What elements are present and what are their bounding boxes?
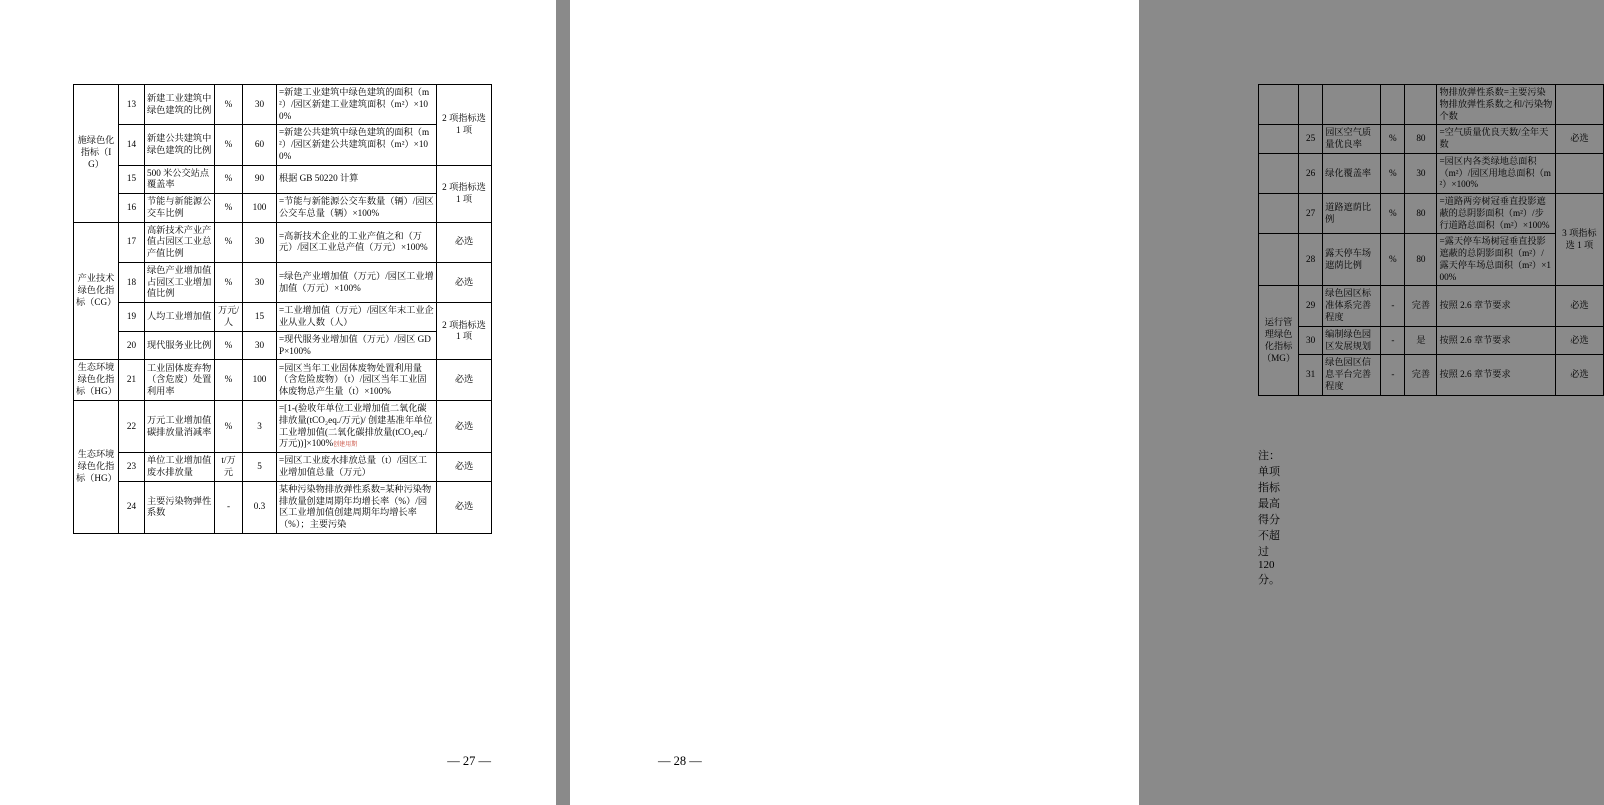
cell-no: 28 [1299,234,1323,286]
cell-unit: % [215,222,243,262]
table-row [74,481,492,533]
cell-requirement: 必选 [437,222,492,262]
cell-requirement [1555,153,1603,193]
cell-requirement: 3 项指标选 1 项 [1555,194,1603,286]
cell-no [1299,85,1323,125]
cell-indicator: 人均工业增加值 [145,303,215,332]
cell-value: 完善 [1405,355,1437,395]
cell-value: 60 [243,125,277,165]
cell-requirement: 2 项指标选 1 项 [437,165,492,222]
cell-value: 80 [1405,234,1437,286]
cell-formula: =新建工业建筑中绿色建筑的面积（m²）/园区新建工业建筑面积（m²）×100% [277,85,437,125]
cell-requirement: 必选 [1555,355,1603,395]
cell-requirement [1555,85,1603,125]
cell-no: 19 [119,303,145,332]
cell-unit: % [215,85,243,125]
cell-no: 16 [119,194,145,223]
table-row [1259,85,1604,125]
cell-requirement: 必选 [1555,326,1603,355]
cell-formula: =现代服务业增加值（万元）/园区 GDP×100% [277,331,437,360]
cell-value [1405,85,1437,125]
cell-requirement: 必选 [437,401,492,453]
cell-value: 3 [243,401,277,453]
cell-category: 运行管理绿色化指标（MG） [1259,286,1299,395]
cell-category [1259,234,1299,286]
table-row [1259,234,1604,286]
cell-formula: 某种污染物排放弹性系数=某种污染物排放量创建周期年均增长率（%）/园区工业增加值创建周期年均增长率（%）；主要污染 [277,481,437,533]
cell-category [1259,153,1299,193]
table-row [74,360,492,401]
cell-requirement: 必选 [437,453,492,482]
cell-unit [1381,85,1405,125]
cell-value: 5 [243,453,277,482]
cell-value: 是 [1405,326,1437,355]
cell-unit: % [1381,125,1405,154]
cell-requirement: 必选 [437,262,492,302]
cell-no: 17 [119,222,145,262]
cell-no: 22 [119,401,145,453]
cell-value: 30 [243,85,277,125]
cell-indicator: 工业固体废弃物（含危废）处置利用率 [145,360,215,401]
cell-no: 23 [119,453,145,482]
cell-indicator: 主要污染物弹性系数 [145,481,215,533]
cell-value: 完善 [1405,286,1437,326]
indicator-table-right [1258,84,1604,396]
cell-category: 产业技术绿色化指标（CG） [74,222,119,360]
cell-unit: - [1381,326,1405,355]
table-note: 注：单项指标最高得分不超过 120 分。 [1258,450,1280,586]
cell-value: 100 [243,194,277,223]
cell-indicator: 露天停车场遮荫比例 [1323,234,1381,286]
cell-indicator: 节能与新能源公交车比例 [145,194,215,223]
cell-unit: % [215,262,243,302]
cell-formula: =道路两旁树冠垂直投影遮蔽的总阴影面积（m²）/步行道路总面积（m²）×100% [1437,194,1555,234]
cell-formula: =园区工业废水排放总量（t）/园区工业增加值总量（万元） [277,453,437,482]
cell-indicator: 绿色园区信息平台完善程度 [1323,355,1381,395]
cell-unit: - [1381,355,1405,395]
cell-category [1259,85,1299,125]
cell-formula: =高新技术企业的工业产值之和（万元）/园区工业总产值（万元）×100% [277,222,437,262]
cell-requirement: 必选 [437,481,492,533]
cell-no: 25 [1299,125,1323,154]
cell-indicator: 现代服务业比例 [145,331,215,360]
table-row [74,222,492,262]
cell-formula: =节能与新能源公交车数量（辆）/园区公交车总量（辆）×100% [277,194,437,223]
table-row [74,401,492,453]
cell-unit: % [1381,153,1405,193]
cell-category [1259,194,1299,234]
cell-no: 29 [1299,286,1323,326]
formula-text: =[1-(验收年单位工业增加值二氧化碳排放量(tCO₂eq./万元)/ 创建基准年单位工业增加值(二氧化碳排放量(tCO₂eq./万元))]×100% [279,403,433,449]
page-number-right: — 28 — [658,754,702,768]
cell-indicator: 道路遮荫比例 [1323,194,1381,234]
cell-unit: % [1381,194,1405,234]
cell-requirement: 2 项指标选 1 项 [437,303,492,360]
cell-requirement: 必选 [437,360,492,401]
cell-unit: % [215,360,243,401]
cell-value: 80 [1405,125,1437,154]
cell-value: 90 [243,165,277,194]
formula-margin-note: 创建用期 [333,442,358,449]
cell-indicator: 编制绿色园区发展规划 [1323,326,1381,355]
cell-category: 施绿色化指标（IG） [74,85,119,223]
table-row [1259,194,1604,234]
cell-no: 20 [119,331,145,360]
cell-value: 30 [243,262,277,302]
cell-formula: =园区当年工业固体废物处置利用量（含危险废物）（t）/园区当年工业固体废物总产生量（t）×100% [277,360,437,401]
table-row [1259,153,1604,193]
cell-formula: =新建公共建筑中绿色建筑的面积（m²）/园区新建公共建筑面积（m²）×100% [277,125,437,165]
cell-requirement: 必选 [1555,286,1603,326]
cell-no: 14 [119,125,145,165]
cell-value: 15 [243,303,277,332]
cell-value: 30 [243,222,277,262]
cell-formula: 根据 GB 50220 计算 [277,165,437,194]
cell-indicator: 绿色产业增加值占园区工业增加值比例 [145,262,215,302]
table-row [74,194,492,223]
table-row [74,85,492,125]
cell-formula: =绿色产业增加值（万元）/园区工业增加值（万元）×100% [277,262,437,302]
table-row [74,331,492,360]
table-row [74,303,492,332]
cell-value: 0.3 [243,481,277,533]
cell-indicator: 园区空气质量优良率 [1323,125,1381,154]
cell-category: 生态环境绿色化指标（HG） [74,401,119,534]
cell-indicator: 新建公共建筑中绿色建筑的比例 [145,125,215,165]
cell-formula: 按照 2.6 章节要求 [1437,286,1555,326]
table-row [74,165,492,194]
cell-indicator: 万元工业增加值碳排放量消减率 [145,401,215,453]
cell-unit: 万元/人 [215,303,243,332]
cell-formula: =工业增加值（万元）/园区年末工业企业从业人数（人） [277,303,437,332]
cell-value: 30 [243,331,277,360]
cell-formula: =空气质量优良天数/全年天数 [1437,125,1555,154]
cell-no: 21 [119,360,145,401]
cell-indicator: 500 米公交站点覆盖率 [145,165,215,194]
cell-formula: 物排放弹性系数=主要污染物排放弹性系数之和/污染物个数 [1437,85,1555,125]
cell-category [1259,125,1299,154]
cell-indicator: 绿色园区标准体系完善程度 [1323,286,1381,326]
document-page-left [0,0,556,805]
cell-requirement: 必选 [1555,125,1603,154]
table-row [1259,286,1604,326]
table-row [74,125,492,165]
cell-no: 18 [119,262,145,302]
cell-no: 15 [119,165,145,194]
cell-indicator: 绿化覆盖率 [1323,153,1381,193]
cell-unit: % [215,401,243,453]
cell-unit: - [1381,286,1405,326]
cell-indicator [1323,85,1381,125]
cell-unit: % [215,125,243,165]
cell-formula: 按照 2.6 章节要求 [1437,326,1555,355]
cell-no: 31 [1299,355,1323,395]
table-row [1259,326,1604,355]
cell-unit: % [1381,234,1405,286]
page-number-left: — 27 — [447,754,491,768]
cell-value: 100 [243,360,277,401]
document-page-right [570,0,1597,805]
cell-indicator: 单位工业增加值废水排放量 [145,453,215,482]
table-row [1259,125,1604,154]
cell-indicator: 高新技术产业产值占园区工业总产值比例 [145,222,215,262]
indicator-table-left [73,84,492,534]
cell-category: 生态环境绿色化指标（HG） [74,360,119,401]
cell-value: 30 [1405,153,1437,193]
cell-formula [277,401,437,453]
cell-requirement: 2 项指标选 1 项 [437,85,492,166]
cell-no: 27 [1299,194,1323,234]
cell-unit: % [215,165,243,194]
cell-unit: - [215,481,243,533]
cell-value: 80 [1405,194,1437,234]
table-row [74,262,492,302]
cell-formula: 按照 2.6 章节要求 [1437,355,1555,395]
cell-indicator: 新建工业建筑中绿色建筑的比例 [145,85,215,125]
cell-unit: t/万元 [215,453,243,482]
cell-no: 30 [1299,326,1323,355]
cell-no: 24 [119,481,145,533]
cell-no: 26 [1299,153,1323,193]
cell-unit: % [215,194,243,223]
table-row [74,453,492,482]
cell-formula: =园区内各类绿地总面积（m²）/园区用地总面积（m²）×100% [1437,153,1555,193]
table-row [1259,355,1604,395]
cell-unit: % [215,331,243,360]
cell-formula: =露天停车场树冠垂直投影遮蔽的总阴影面积（m²）/露天停车场总面积（m²）×100% [1437,234,1555,286]
cell-no: 13 [119,85,145,125]
